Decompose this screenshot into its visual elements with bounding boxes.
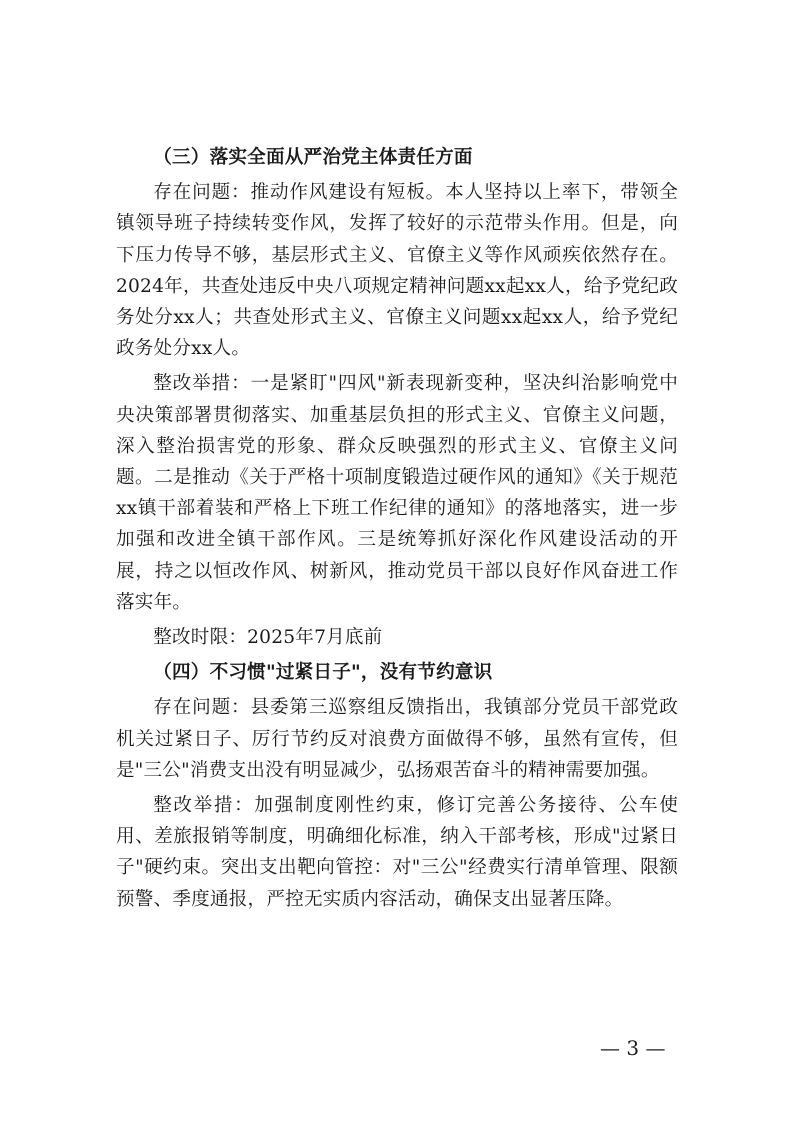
problem-paragraph-3: 存在问题：推动作风建设有短板。本人坚持以上率下，带领全镇领导班子持续转变作风，发挥了较好的示范带头作用。但是，向下压力传导不够，基层形式主义、官僚主义等作风顽疾依然存在。2024年，共查处违反中央八项规定精神问题xx起xx人，给予党纪政务处分xx人；共查处形式主义、官僚主义问题xx起xx人，给予党纪政务处分xx人。 [116, 182, 678, 360]
document-body [116, 142, 678, 919]
page-number: — 3 — [600, 1036, 666, 1060]
section-heading-3: （三）落实全面从严治党主体责任方面 [153, 147, 473, 168]
section-heading-4: （四）不习惯"过紧日子"，没有节约意识 [153, 662, 493, 684]
deadline-paragraph-3: 整改时限：2025年7月底前 [153, 627, 383, 649]
measures-paragraph-4: 整改举措：加强制度刚性约束，修订完善公务接待、公车使用、差旅报销等制度，明确细化标准，纳入干部考核，形成"过紧日子"硬约束。突出支出靶向管控：对"三公"经费实行清单管理、限额预警、季度通报，严控无实质内容活动，确保支出显著压降。 [116, 795, 678, 910]
measures-paragraph-3: 整改举措：一是紧盯"四风"新表现新变种，坚决纠治影响党中央决策部署贯彻落实、加重基层负担的形式主义、官僚主义问题，深入整治损害党的形象、群众反映强烈的形式主义、官僚主义问题。二是推动《关于严格十项制度锻造过硬作风的通知》《关于规范xx镇干部着装和严格上下班工作纪律的通知》的落地落实，进一步加强和改进全镇干部作风。三是统筹抓好深化作风建设活动的开展，持之以恒改作风、树新风，推动党员干部以良好作风奋进工作落实年。 [116, 373, 678, 613]
problem-paragraph-4: 存在问题：县委第三巡察组反馈指出，我镇部分党员干部党政机关过紧日子、厉行节约反对浪费方面做得不够，虽然有宣传，但是"三公"消费支出没有明显减少，弘扬艰苦奋斗的精神需要加强。 [116, 697, 678, 781]
